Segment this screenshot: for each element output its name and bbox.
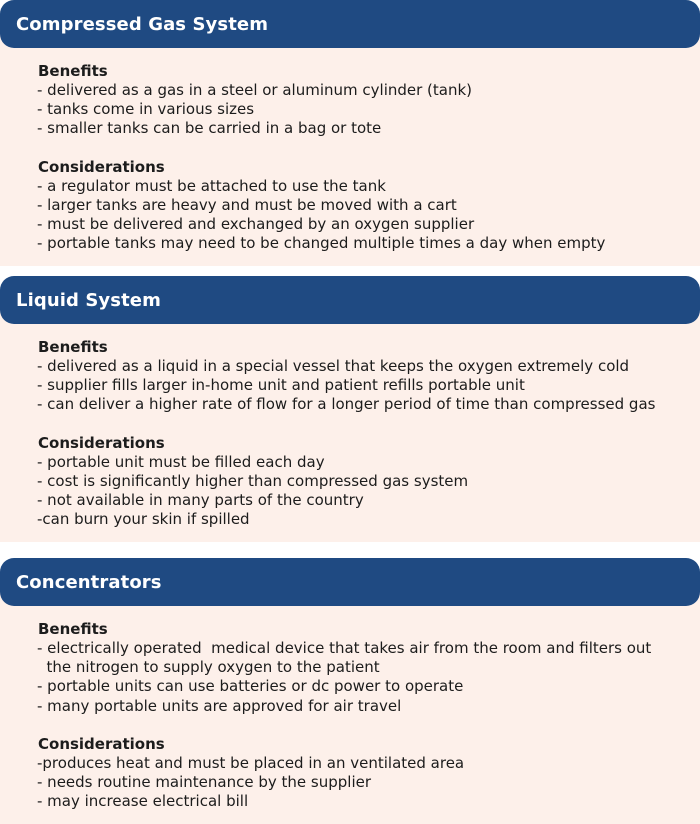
- benefits-heading: Benefits: [38, 62, 108, 80]
- considerations-heading: Considerations: [38, 433, 165, 452]
- list-item: - may increase electrical bill: [37, 792, 249, 811]
- list-item: - can deliver a higher rate of flow for a longer period of time than compressed gas: [37, 395, 656, 414]
- list-item: - cost is significantly higher than compressed gas system: [37, 471, 469, 490]
- list-item: - smaller tanks can be carried in a bag or tote: [37, 119, 382, 138]
- list-item: - many portable units are approved for air travel: [37, 696, 402, 715]
- section-concentrators: [0, 558, 700, 824]
- list-item: - delivered as a gas in a steel or aluminum cylinder (tank): [37, 81, 473, 99]
- list-item: - portable tanks may need to be changed multiple times a day when empty: [37, 234, 606, 253]
- section-panel: [0, 302, 700, 542]
- list-item: - delivered as a liquid in a special vessel that keeps the oxygen extremely cold: [37, 357, 630, 375]
- section-panel: [0, 26, 700, 266]
- benefits-heading: Benefits: [38, 620, 108, 638]
- list-item: - portable units can use batteries or dc power to operate: [37, 677, 464, 696]
- benefits-list: [37, 639, 692, 716]
- considerations-heading: Considerations: [38, 734, 165, 753]
- considerations-list: [37, 754, 692, 812]
- section-panel: [0, 584, 700, 824]
- section-title: Concentrators: [16, 571, 162, 593]
- list-item: - needs routine maintenance by the supplier: [37, 773, 372, 792]
- list-item: - supplier fills larger in-home unit and patient refills portable unit: [37, 376, 525, 395]
- list-item: - larger tanks are heavy and must be moved with a cart: [37, 195, 457, 214]
- section-header: [0, 0, 700, 48]
- section-compressed-gas: [0, 0, 700, 266]
- list-item: -can burn your skin if spilled: [37, 510, 250, 529]
- list-item: - not available in many parts of the country: [37, 491, 364, 510]
- section-header: [0, 558, 700, 606]
- list-item: - electrically operated medical device that takes air from the room and filters out: [37, 639, 652, 657]
- considerations-list: [37, 453, 692, 530]
- list-item: - a regulator must be attached to use the tank: [37, 176, 386, 195]
- list-item: - must be delivered and exchanged by an oxygen supplier: [37, 215, 475, 234]
- list-item: the nitrogen to supply oxygen to the patient: [37, 658, 380, 677]
- benefits-list: [37, 357, 692, 415]
- section-title: Compressed Gas System: [16, 13, 269, 35]
- list-item: -produces heat and must be placed in an ventilated area: [37, 753, 465, 772]
- considerations-list: [37, 177, 692, 254]
- section-header: [0, 276, 700, 324]
- list-item: - portable unit must be filled each day: [37, 452, 325, 471]
- list-item: - tanks come in various sizes: [37, 100, 255, 119]
- benefits-list: [37, 81, 692, 139]
- section-title: Liquid System: [16, 289, 161, 311]
- section-liquid-system: [0, 276, 700, 542]
- benefits-heading: Benefits: [38, 338, 108, 356]
- considerations-heading: Considerations: [38, 157, 165, 176]
